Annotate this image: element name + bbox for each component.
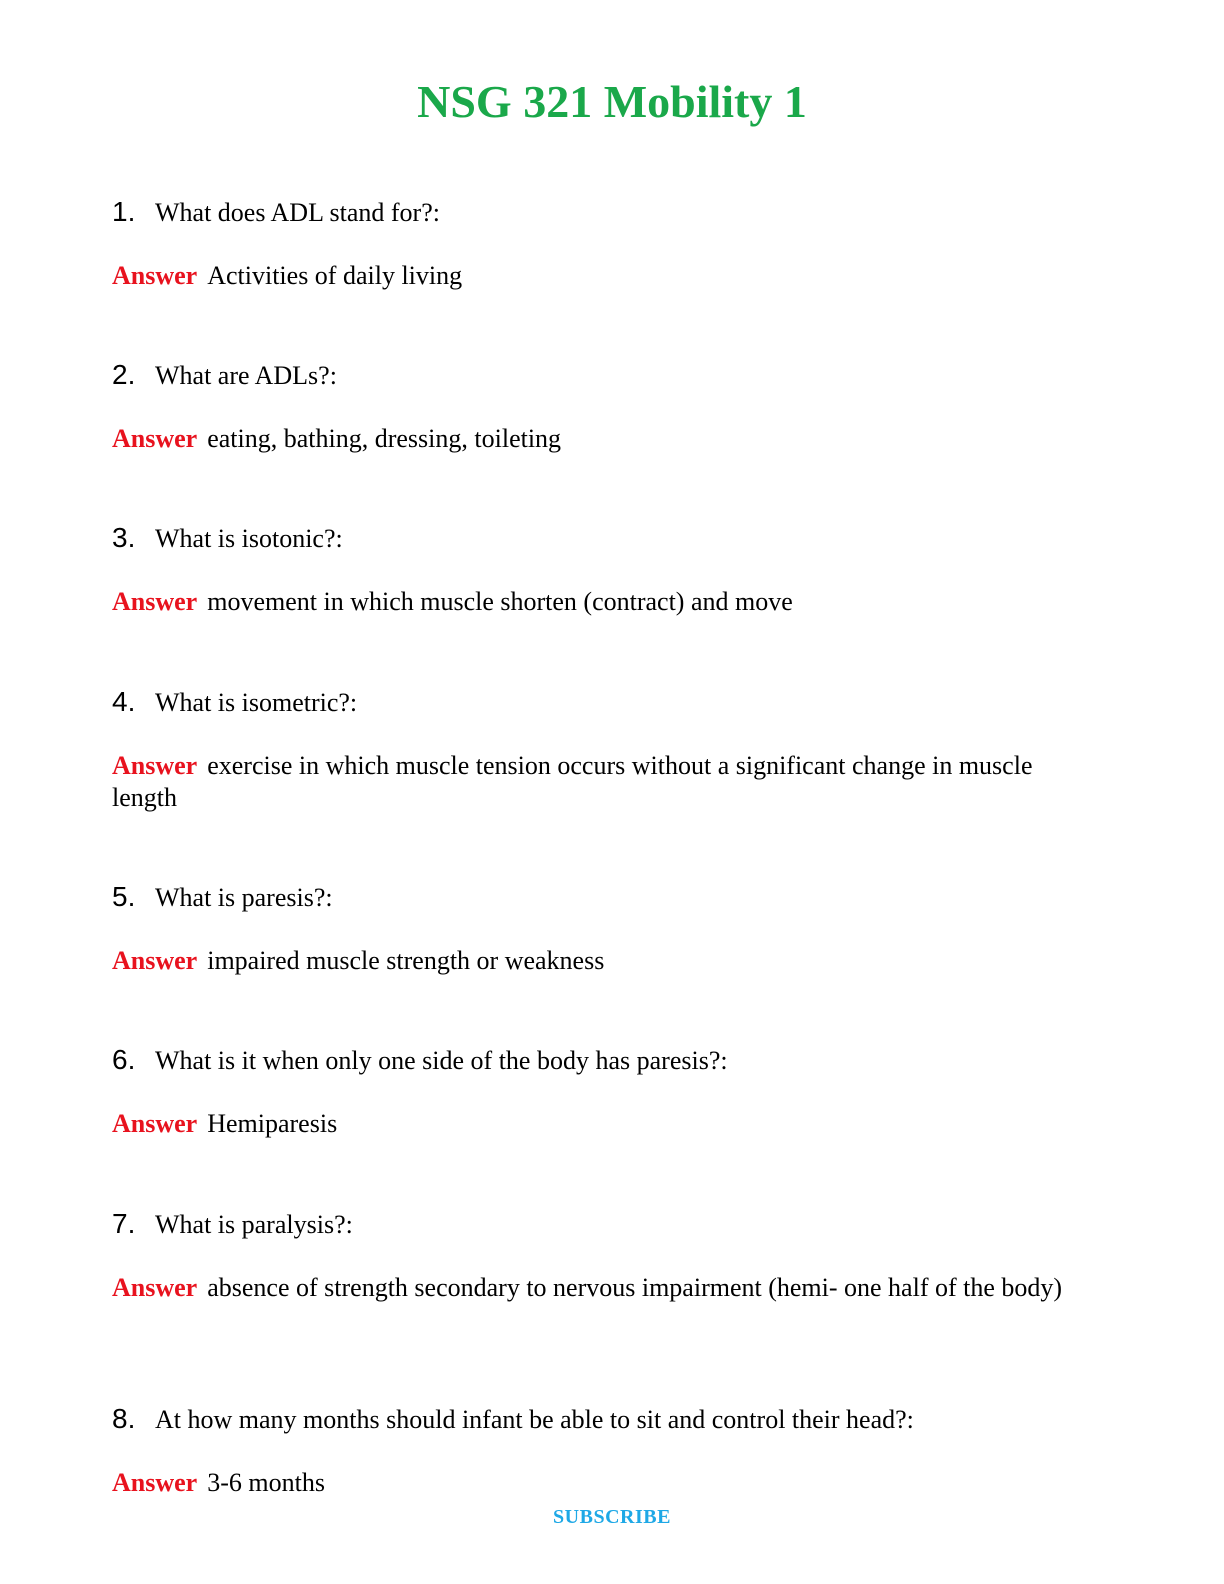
question-text: What is paresis?: (155, 883, 333, 912)
question-number: 7. (112, 1208, 136, 1239)
question-number: 8. (112, 1403, 136, 1434)
answer-label: Answer (112, 424, 198, 453)
answer-text: eating, bathing, dressing, toileting (207, 424, 562, 453)
answer (112, 423, 1082, 455)
qa-item-3 (112, 522, 1092, 618)
answer-label: Answer (112, 587, 198, 616)
question-text: What are ADLs?: (155, 361, 337, 390)
answer-text: Hemiparesis (207, 1109, 338, 1138)
question-number: 1. (112, 196, 136, 227)
question (112, 522, 1092, 555)
question (112, 1403, 1092, 1436)
answer-text: 3-6 months (207, 1468, 325, 1497)
answer (112, 260, 1082, 292)
question-text: What is paralysis?: (155, 1210, 353, 1239)
question-number: 2. (112, 359, 136, 390)
question-text: What is it when only one side of the body has paresis?: (155, 1046, 728, 1075)
question (112, 1208, 1092, 1241)
qa-item-2 (112, 359, 1092, 455)
qa-item-8 (112, 1403, 1092, 1499)
question-text: What does ADL stand for?: (155, 198, 440, 227)
question (112, 196, 1092, 229)
answer (112, 945, 1082, 977)
qa-item-4 (112, 686, 1092, 814)
question-text: What is isometric?: (155, 688, 358, 717)
qa-item-7 (112, 1208, 1092, 1304)
answer (112, 750, 1082, 814)
question-number: 6. (112, 1044, 136, 1075)
question-number: 3. (112, 522, 136, 553)
qa-item-6 (112, 1044, 1092, 1140)
answer-text: absence of strength secondary to nervous impairment (hemi- one half of the body) (207, 1273, 1063, 1302)
answer-label: Answer (112, 1468, 198, 1497)
answer (112, 1108, 1082, 1140)
answer-text: Activities of daily living (207, 261, 463, 290)
answer-label: Answer (112, 1273, 198, 1302)
qa-item-1 (112, 196, 1092, 292)
answer (112, 1467, 1082, 1499)
answer-text: exercise in which muscle tension occurs without a significant change in muscle length (112, 751, 1033, 812)
page-title: NSG 321 Mobility 1 (417, 76, 807, 127)
question-number: 4. (112, 686, 136, 717)
qa-item-5 (112, 881, 1092, 977)
answer-label: Answer (112, 946, 198, 975)
question-number: 5. (112, 881, 136, 912)
answer-label: Answer (112, 751, 198, 780)
question (112, 686, 1092, 719)
subscribe-link[interactable]: SUBSCRIBE (553, 1506, 671, 1528)
answer-text: impaired muscle strength or weakness (207, 946, 605, 975)
answer (112, 1272, 1082, 1304)
question (112, 359, 1092, 392)
question-text: What is isotonic?: (155, 524, 343, 553)
question (112, 881, 1092, 914)
answer-label: Answer (112, 1109, 198, 1138)
question (112, 1044, 1092, 1077)
answer-text: movement in which muscle shorten (contract) and move (207, 587, 793, 616)
question-text: At how many months should infant be able to sit and control their head?: (155, 1405, 914, 1434)
answer-label: Answer (112, 261, 198, 290)
answer (112, 586, 1082, 618)
